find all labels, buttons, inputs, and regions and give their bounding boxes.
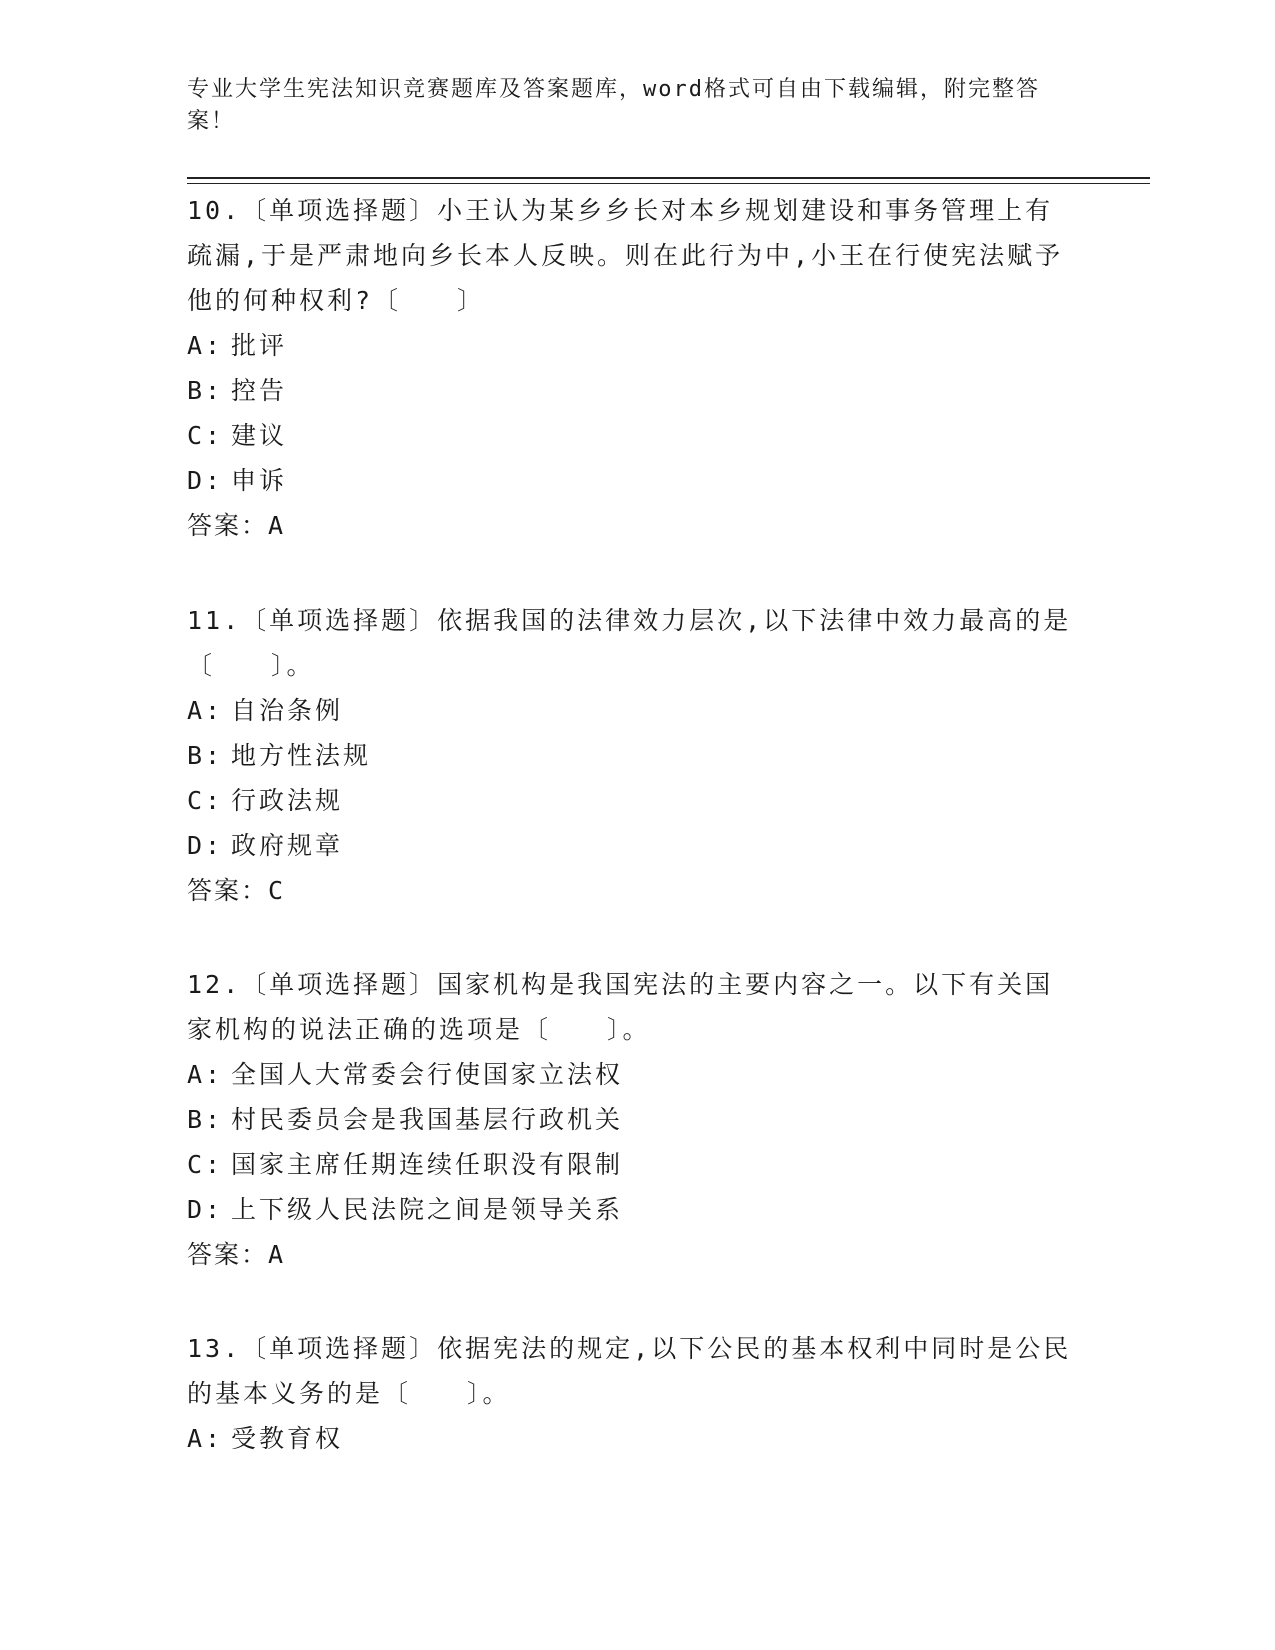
option-text: 建议 xyxy=(231,421,288,450)
option-letter: A: xyxy=(187,696,224,725)
option-text: 地方性法规 xyxy=(231,741,372,770)
option-d xyxy=(187,823,1077,868)
option-letter: D: xyxy=(187,1195,224,1224)
option-b xyxy=(187,733,1077,778)
header-divider-thin xyxy=(187,183,1150,184)
option-letter: B: xyxy=(187,376,224,405)
option-c xyxy=(187,413,1077,458)
option-letter: A: xyxy=(187,331,224,360)
question-13 xyxy=(187,1326,1077,1461)
option-d xyxy=(187,1187,1077,1232)
option-letter: C: xyxy=(187,1150,224,1179)
question-stem: 13.〔单项选择题〕依据宪法的规定,以下公民的基本权利中同时是公民的基本义务的是〔 〕。 xyxy=(187,1334,1072,1408)
option-letter: D: xyxy=(187,831,224,860)
option-letter: C: xyxy=(187,786,224,815)
question-11 xyxy=(187,598,1077,913)
answer-label: 答案： xyxy=(187,1240,269,1269)
option-b xyxy=(187,368,1077,413)
option-c xyxy=(187,1142,1077,1187)
option-text: 上下级人民法院之间是领导关系 xyxy=(231,1195,624,1224)
answer-line xyxy=(187,503,1077,548)
option-letter: D: xyxy=(187,466,224,495)
option-a xyxy=(187,323,1077,368)
answer-label: 答案： xyxy=(187,876,269,905)
answer-value: A xyxy=(268,1240,286,1269)
option-letter: A: xyxy=(187,1424,224,1453)
option-text: 国家主席任期连续任职没有限制 xyxy=(231,1150,624,1179)
document-title: 专业大学生宪法知识竞赛题库及答案题库，word格式可自由下载编辑，附完整答案！ xyxy=(187,77,1040,134)
option-letter: A: xyxy=(187,1060,224,1089)
option-letter: C: xyxy=(187,421,224,450)
option-a xyxy=(187,1416,1077,1461)
answer-line xyxy=(187,868,1077,913)
option-text: 受教育权 xyxy=(231,1424,344,1453)
option-text: 行政法规 xyxy=(231,786,344,815)
question-stem: 11.〔单项选择题〕依据我国的法律效力层次,以下法律中效力最高的是〔 〕。 xyxy=(187,606,1072,680)
option-text: 批评 xyxy=(231,331,288,360)
option-text: 申诉 xyxy=(231,466,288,495)
question-10 xyxy=(187,188,1077,548)
option-text: 政府规章 xyxy=(231,831,344,860)
answer-label: 答案： xyxy=(187,511,269,540)
question-stem: 12.〔单项选择题〕国家机构是我国宪法的主要内容之一。以下有关国家机构的说法正确的选项是〔 〕。 xyxy=(187,970,1054,1044)
question-12 xyxy=(187,962,1077,1277)
answer-value: A xyxy=(268,511,286,540)
document-header xyxy=(187,74,1067,138)
option-text: 村民委员会是我国基层行政机关 xyxy=(231,1105,624,1134)
option-letter: B: xyxy=(187,1105,224,1134)
question-stem: 10.〔单项选择题〕小王认为某乡乡长对本乡规划建设和事务管理上有疏漏,于是严肃地向乡长本人反映。则在此行为中,小王在行使宪法赋予他的何种权利?〔 〕 xyxy=(187,196,1064,315)
option-c xyxy=(187,778,1077,823)
answer-line xyxy=(187,1232,1077,1277)
option-text: 全国人大常委会行使国家立法权 xyxy=(231,1060,624,1089)
option-letter: B: xyxy=(187,741,224,770)
option-b xyxy=(187,1097,1077,1142)
option-d xyxy=(187,458,1077,503)
option-text: 自治条例 xyxy=(231,696,344,725)
option-a xyxy=(187,1052,1077,1097)
answer-value: C xyxy=(268,876,286,905)
option-text: 控告 xyxy=(231,376,288,405)
header-divider-thick xyxy=(187,177,1150,179)
option-a xyxy=(187,688,1077,733)
